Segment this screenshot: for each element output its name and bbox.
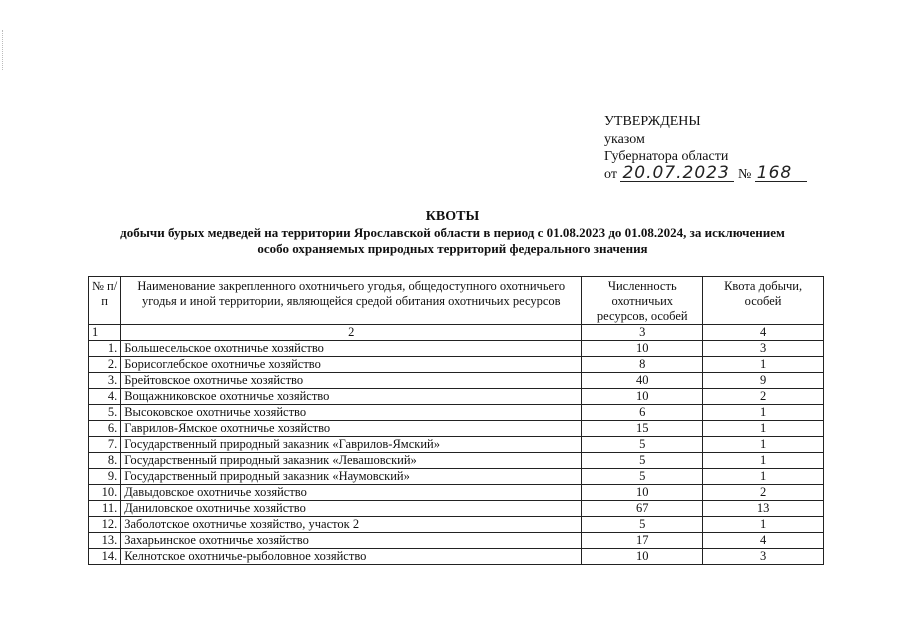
row-number: 2. (89, 357, 121, 373)
table-row (89, 341, 824, 357)
row-quota: 3 (703, 549, 824, 565)
row-number: 6. (89, 421, 121, 437)
row-quota: 1 (703, 517, 824, 533)
header-quota: Квота добычи, особей (703, 277, 824, 325)
handwritten-date: 20.07.2023 (620, 166, 734, 182)
row-name: Государственный природный заказник «Левашовский» (121, 453, 582, 469)
row-number: 5. (89, 405, 121, 421)
row-name: Борисоглебское охотничье хозяйство (121, 357, 582, 373)
approval-stamp (604, 113, 807, 183)
row-population: 5 (582, 437, 703, 453)
row-population: 67 (582, 501, 703, 517)
header-num: № п/п (89, 277, 121, 325)
table-row (89, 405, 824, 421)
table-row (89, 437, 824, 453)
table-row (89, 501, 824, 517)
row-quota: 1 (703, 421, 824, 437)
title-line-2: добычи бурых медведей на территории Ярославской области в период с 01.08.2023 до 01.08.2024, за исключением (120, 225, 785, 240)
row-population: 10 (582, 341, 703, 357)
row-name: Захарьинское охотничье хозяйство (121, 533, 582, 549)
row-name: Келнотское охотничье-рыболовное хозяйство (121, 549, 582, 565)
row-name: Гаврилов-Ямское охотничье хозяйство (121, 421, 582, 437)
row-population: 10 (582, 549, 703, 565)
header-name: Наименование закрепленного охотничьего угодья, общедоступного охотничьего угодья и иной территории, являющейся средой обитания охотничьих ресурсов (121, 277, 582, 325)
row-number: 8. (89, 453, 121, 469)
table-row (89, 549, 824, 565)
approval-line-decree: указом (604, 131, 645, 147)
row-number: 1. (89, 341, 121, 357)
row-population: 10 (582, 389, 703, 405)
row-quota: 1 (703, 453, 824, 469)
approval-heading: УТВЕРЖДЕНЫ (604, 114, 701, 129)
row-name: Вощажниковское охотничье хозяйство (121, 389, 582, 405)
column-index: 1 (89, 325, 121, 341)
row-quota: 1 (703, 357, 824, 373)
table-row (89, 373, 824, 389)
row-population: 10 (582, 485, 703, 501)
table-row (89, 389, 824, 405)
row-quota: 3 (703, 341, 824, 357)
row-quota: 4 (703, 533, 824, 549)
row-population: 40 (582, 373, 703, 389)
row-number: 13. (89, 533, 121, 549)
row-number: 9. (89, 469, 121, 485)
table-row (89, 453, 824, 469)
date-prefix: от (604, 166, 617, 182)
row-quota: 9 (703, 373, 824, 389)
column-index-row (89, 325, 824, 341)
row-quota: 2 (703, 485, 824, 501)
table-row (89, 469, 824, 485)
table-header-row (89, 277, 824, 325)
column-index: 4 (703, 325, 824, 341)
row-population: 17 (582, 533, 703, 549)
row-population: 8 (582, 357, 703, 373)
row-quota: 1 (703, 405, 824, 421)
title-main: КВОТЫ (425, 209, 480, 224)
row-number: 14. (89, 549, 121, 565)
row-population: 15 (582, 421, 703, 437)
row-name: Государственный природный заказник «Наумовский» (121, 469, 582, 485)
row-number: 11. (89, 501, 121, 517)
table-body (89, 341, 824, 565)
row-population: 5 (582, 469, 703, 485)
row-number: 3. (89, 373, 121, 389)
number-prefix: № (737, 166, 752, 182)
row-population: 5 (582, 453, 703, 469)
approval-line-governor: Губернатора области (604, 149, 729, 164)
page-edge-mark (2, 30, 4, 70)
row-quota: 2 (703, 389, 824, 405)
row-population: 5 (582, 517, 703, 533)
row-name: Даниловское охотничье хозяйство (121, 501, 582, 517)
column-index: 2 (121, 325, 582, 341)
row-quota: 1 (703, 469, 824, 485)
row-quota: 13 (703, 501, 824, 517)
row-number: 7. (89, 437, 121, 453)
column-index: 3 (582, 325, 703, 341)
header-population: Численность охотничьих ресурсов, особей (582, 277, 703, 325)
row-name: Брейтовское охотничье хозяйство (121, 373, 582, 389)
row-name: Государственный природный заказник «Гаврилов-Ямский» (121, 437, 582, 453)
table-row (89, 533, 824, 549)
row-name: Высоковское охотничье хозяйство (121, 405, 582, 421)
quota-table (88, 276, 824, 565)
table-row (89, 485, 824, 501)
table-row (89, 517, 824, 533)
document-title (0, 209, 905, 257)
table-row (89, 421, 824, 437)
row-population: 6 (582, 405, 703, 421)
row-quota: 1 (703, 437, 824, 453)
row-number: 4. (89, 389, 121, 405)
handwritten-number: 168 (755, 166, 807, 182)
row-number: 10. (89, 485, 121, 501)
row-number: 12. (89, 517, 121, 533)
approval-date-row (604, 162, 807, 184)
table-row (89, 357, 824, 373)
title-line-3: особо охраняемых природных территорий федерального значения (257, 241, 648, 256)
row-name: Заболотское охотничье хозяйство, участок 2 (121, 517, 582, 533)
row-name: Большесельское охотничье хозяйство (121, 341, 582, 357)
row-name: Давыдовское охотничье хозяйство (121, 485, 582, 501)
